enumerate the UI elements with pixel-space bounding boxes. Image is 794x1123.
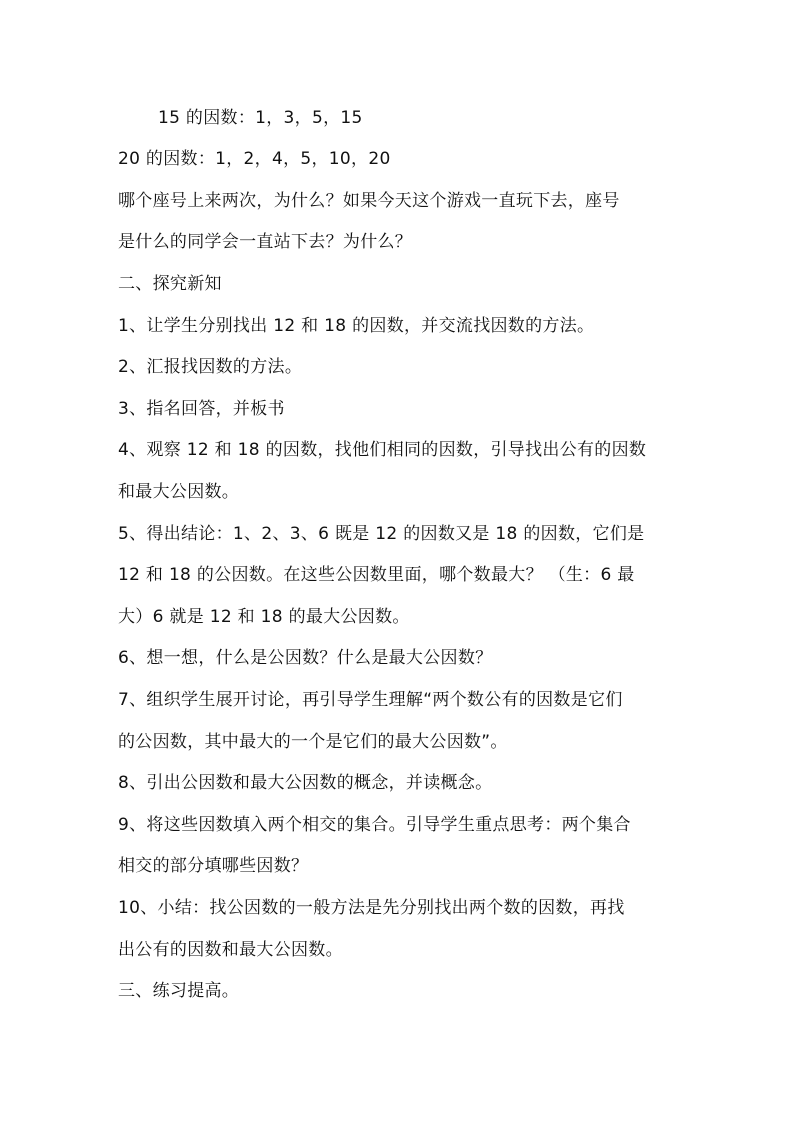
step-7: 7、组织学生展开讨论，再引导学生理解“两个数公有的因数是它们: [118, 690, 623, 710]
step-7-continued: 的公因数，其中最大的一个是它们的最大公因数”。: [118, 732, 508, 752]
step-3: 3、指名回答，并板书: [118, 399, 285, 419]
step-4: 4、观察 12 和 18 的因数，找他们相同的因数，引导找出公有的因数: [118, 440, 647, 460]
step-9-continued: 相交的部分填哪些因数？: [118, 856, 309, 876]
section-heading-practice: 三、练习提高。: [118, 981, 240, 1001]
step-5-continued: 12 和 18 的公因数。在这些公因数里面，哪个数最大？ （生：6 最: [118, 565, 635, 585]
step-4-continued: 和最大公因数。: [118, 482, 240, 502]
paragraph-line: 哪个座号上来两次，为什么？如果今天这个游戏一直玩下去，座号: [118, 191, 620, 211]
step-5-continued: 大）6 就是 12 和 18 的最大公因数。: [118, 607, 410, 627]
step-10-continued: 出公有的因数和最大公因数。: [118, 940, 343, 960]
step-6: 6、想一想，什么是公因数？什么是最大公因数？: [118, 648, 493, 668]
factors-of-15: 15 的因数：1，3，5，15: [158, 108, 363, 128]
step-5: 5、得出结论：1、2、3、6 既是 12 的因数又是 18 的因数，它们是: [118, 524, 645, 544]
step-8: 8、引出公因数和最大公因数的概念，并读概念。: [118, 773, 493, 793]
step-10: 10、小结：找公因数的一般方法是先分别找出两个数的因数，再找: [118, 898, 625, 918]
step-1: 1、让学生分别找出 12 和 18 的因数，并交流找因数的方法。: [118, 316, 595, 336]
section-heading-explore: 二、探究新知: [118, 274, 222, 294]
step-9: 9、将这些因数填入两个相交的集合。引导学生重点思考：两个集合: [118, 815, 631, 835]
step-2: 2、汇报找因数的方法。: [118, 357, 303, 377]
paragraph-line: 是什么的同学会一直站下去？为什么？: [118, 232, 413, 252]
factors-of-20: 20 的因数：1，2，4，5，10，20: [118, 149, 391, 169]
